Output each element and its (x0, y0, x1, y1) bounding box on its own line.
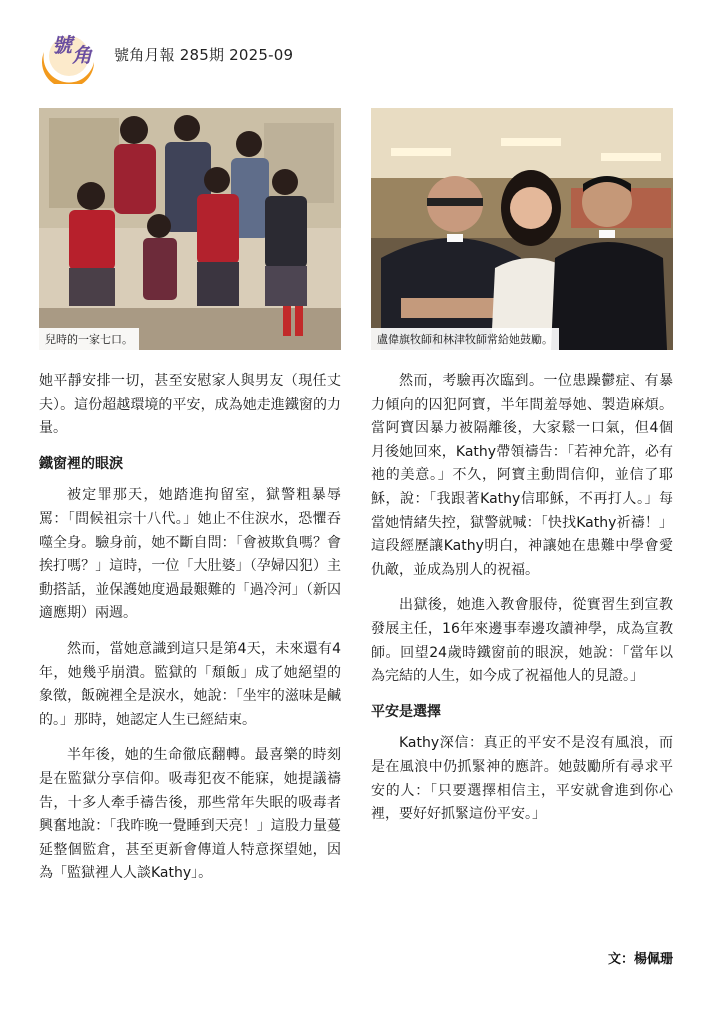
paragraph: Kathy深信：真正的平安不是沒有風浪，而是在風浪中仍抓緊神的應許。她鼓勵所有尋求平安的人：「只要選擇相信主，平安就會進到你心裡，要好好抓緊這份平安。」 (371, 735, 673, 823)
paragraph: 然而，考驗再次臨到。一位患躁鬱症、有暴力傾向的囚犯阿寶，半年間羞辱她、製造麻煩。當阿寶因暴力被隔離後，大家鬆一口氣，但4個月後她回來，Kathy帶領禱告：「若神允許，必有祂的美意。」不久，阿寶主動問信仰，並信了耶穌，說：「我跟著Kathy信耶穌，不再打人。」每當她情緒失控，獄警就喊：「快找Kathy祈禱！」這段經歷讓Kathy明白，神讓她在患難中學會愛仇敵，並成為別人的祝福。 (371, 373, 673, 578)
author-credit: 文：楊佩珊 (607, 952, 673, 967)
section-heading: 鐵窗裡的眼淚 (39, 455, 123, 472)
family-photo (39, 108, 341, 350)
paragraph: 出獄後，她進入教會服侍，從實習生到宣教發展主任，16年來邊事奉邊攻讀神學，成為宣教師。回望24歲時鐵窗前的眼淚，她說：「當年以為完結的人生，如今成了祝福他人的見證。」 (371, 597, 673, 685)
svg-text:號: 號 (52, 33, 72, 57)
paragraph: 半年後，她的生命徹底翻轉。最喜樂的時刻是在監獄分享信仰。吸毒犯夜不能寐，她提議禱告，十多人牽手禱告後，那些常年失眠的吸毒者興奮地說：「我昨晚一覺睡到天亮！」這股力量蔓延整個監倉，甚至更新會傳道人特意探望她，因為「監獄裡人人談Kathy」。 (39, 747, 341, 882)
paragraph: 然而，當她意識到這只是第4天，未來還有4年，她幾乎崩潰。監獄的「頹飯」成了她絕望的象徵，飯碗裡全是淚水，她說：「坐牢的滋味是鹹的。」那時，她認定人生已經結束。 (39, 640, 341, 728)
section-heading: 平安是選擇 (371, 703, 441, 720)
pastors-photo (371, 108, 673, 350)
family-photo-caption: 兒時的一家七口。 (39, 328, 139, 350)
pastors-photo-caption: 盧偉旗牧師和林津牧師常給她鼓勵。 (371, 328, 559, 350)
paragraph: 被定罪那天，她踏進拘留室，獄警粗暴辱罵：「問候祖宗十八代。」她止不住淚水，恐懼吞噬全身。驗身前，她不斷自問：「會被欺負嗎？會挨打嗎？」這時，一位「大肚婆」（孕婦囚犯）主動搭話，並保護她度過最艱難的「過冷河」（新囚適應期）兩週。 (39, 487, 341, 622)
issue-header: 號角月報 285期 2025-09 (114, 46, 294, 64)
svg-text:角: 角 (72, 43, 92, 67)
magazine-logo (36, 22, 102, 84)
article-column-left (39, 370, 341, 898)
article-column-right (371, 370, 673, 839)
paragraph: 她平靜安排一切，甚至安慰家人與男友（現任丈夫）。這份超越環境的平安，成為她走進鐵窗的力量。 (39, 373, 341, 437)
